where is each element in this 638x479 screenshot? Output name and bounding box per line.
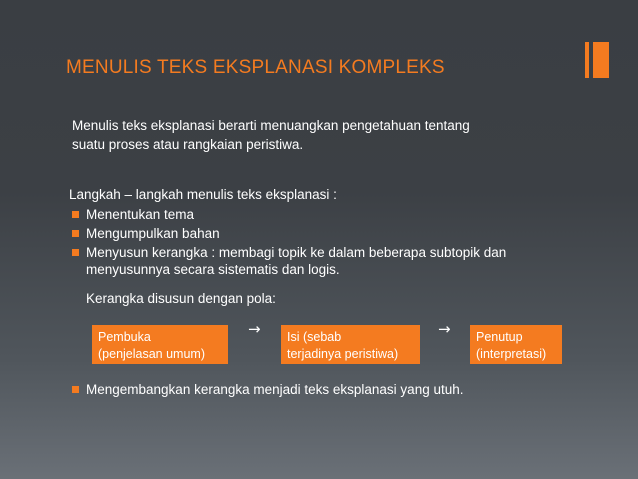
arrow-right-icon: → [438, 320, 451, 338]
flow-box-title: Isi (sebab [287, 330, 342, 344]
flow-box-detail: (penjelasan umum) [98, 346, 205, 361]
bullet-text: Mengumpulkan bahan [86, 226, 220, 241]
steps-heading: Langkah – langkah menulis teks eksplanasi : [69, 187, 337, 202]
bullet-item-kerangka [69, 244, 589, 278]
bullet-text-line-2: menyusunnya secara sistematis dan logis. [86, 262, 340, 277]
corner-bar-thin-icon [585, 42, 589, 78]
bullet-list [69, 206, 589, 280]
square-bullet-icon [72, 230, 79, 237]
bullet-item-tema [69, 206, 589, 223]
arrow-right-icon: → [248, 320, 261, 338]
flow-box-detail: terjadinya peristiwa) [287, 346, 399, 361]
square-bullet-icon [72, 249, 79, 256]
corner-bar-thick-icon [593, 42, 609, 78]
bullet-text-line-1: Menyusun kerangka : membagi topik ke dalam beberapa subtopik dan [86, 245, 507, 260]
flow-box-pembuka [92, 325, 228, 364]
bullet-item-bahan [69, 225, 589, 242]
intro-paragraph [72, 116, 572, 154]
square-bullet-icon [72, 386, 79, 393]
flow-box-title: Penutup [476, 330, 523, 344]
intro-line-1: Menulis teks eksplanasi berarti menuangkan pengetahuan tentang [72, 118, 470, 133]
bullet-text: Mengembangkan kerangka menjadi teks eksplanasi yang utuh. [86, 382, 464, 397]
bullet-list-final [69, 381, 589, 400]
slide-title: MENULIS TEKS EKSPLANASI KOMPLEKS [66, 57, 445, 78]
intro-line-2: suatu proses atau rangkaian peristiwa. [72, 137, 304, 152]
bullet-item-mengembangkan [69, 381, 589, 398]
flow-box-detail: (interpretasi) [476, 346, 547, 361]
flow-box-penutup [470, 325, 562, 364]
flow-box-title: Pembuka [98, 330, 151, 344]
square-bullet-icon [72, 211, 79, 218]
pattern-intro: Kerangka disusun dengan pola: [86, 291, 276, 306]
bullet-text: Menentukan tema [86, 207, 195, 222]
flow-box-isi [281, 325, 420, 364]
